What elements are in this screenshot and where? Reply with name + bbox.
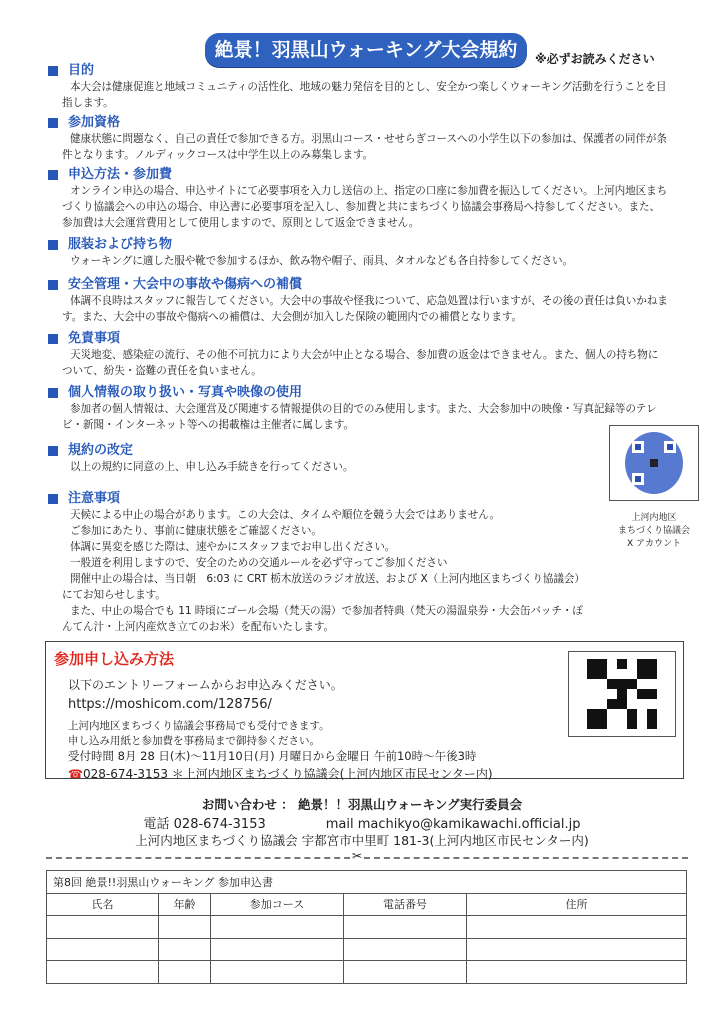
page-title: 絶景！羽黒山ウォーキング大会規約 <box>205 33 527 67</box>
x-account-caption <box>600 512 708 551</box>
caption-line: まちづくり協議会 <box>618 526 690 536</box>
office-note: 上河内地区まちづくり協議会事務局でも受付できます。 <box>68 720 330 732</box>
phone-icon: ☎ <box>68 767 83 781</box>
section-text: 以上の規約に同意の上、申し込み手続きを行ってください。 <box>70 461 354 473</box>
cell[interactable] <box>344 961 467 984</box>
bullet-square-icon <box>48 334 58 344</box>
section-text: 天候による中止の場合があります。この大会は、タイムや順位を競う大会ではありません。 <box>70 509 500 521</box>
cell[interactable] <box>47 938 159 961</box>
section-5 <box>48 330 668 379</box>
section-heading-text: 服装および持ち物 <box>68 237 173 252</box>
form-row <box>47 938 687 961</box>
bullet-square-icon <box>48 170 58 180</box>
x-account-qr-code <box>609 425 699 501</box>
cell[interactable] <box>344 938 467 961</box>
section-heading <box>48 330 668 347</box>
cell[interactable] <box>211 916 344 939</box>
cell[interactable] <box>47 961 159 984</box>
contact-phone: 電話 028-674-3153 <box>143 817 266 832</box>
form-title: 第8回 絶景!!羽黒山ウォーキング 参加申込書 <box>47 871 687 894</box>
section-heading <box>48 114 668 131</box>
cell[interactable] <box>467 961 687 984</box>
cell[interactable] <box>159 916 211 939</box>
bullet-square-icon <box>48 280 58 290</box>
section-heading-text: 目的 <box>68 63 95 78</box>
header-course: 参加コース <box>211 893 344 916</box>
header-name: 氏名 <box>47 893 159 916</box>
section-heading-text: 申込方法・参加費 <box>68 167 173 182</box>
section-heading <box>48 442 588 459</box>
header-age: 年齢 <box>159 893 211 916</box>
bullet-square-icon <box>48 388 58 398</box>
section-text: ウォーキングに適した服や靴で参加するほか、飲み物や帽子、雨具、タオルなども各自持参してください。 <box>70 255 573 267</box>
section-2 <box>48 166 668 231</box>
section-heading-text: 規約の改定 <box>68 443 134 458</box>
cell[interactable] <box>47 916 159 939</box>
section-8 <box>48 490 588 635</box>
section-heading-text: 参加資格 <box>68 115 121 130</box>
cell[interactable] <box>467 916 687 939</box>
application-instruction: 以下のエントリーフォームからお申込みください。 <box>68 678 343 692</box>
bullet-square-icon <box>48 494 58 504</box>
cell[interactable] <box>344 916 467 939</box>
application-form-table <box>46 870 687 984</box>
section-text: また、中止の場合でも 11 時頃にゴール会場（梵天の湯）で参加者特典（梵天の湯温泉券・大会缶バッチ・ぽんてん汁・上河内産炊き立てのお米）を配布いたします。 <box>62 605 583 633</box>
section-text: 本大会は健康促進と地域コミュニティの活性化、地域の魅力発信を目的とし、安全かつ楽しくウォーキング活動を行うことを目指します。 <box>62 81 667 109</box>
section-text: 健康状態に問題なく、自己の責任で参加できる方。羽黒山コース・せせらぎコースへの小学生以下の参加は、保護者の同伴が条件となります。ノルディックコースは中学生以上のみ募集します。 <box>62 133 667 161</box>
section-6 <box>48 384 668 433</box>
form-row <box>47 916 687 939</box>
caption-line: X アカウント <box>627 539 681 549</box>
bullet-square-icon <box>48 240 58 250</box>
entry-form-qr-code <box>568 651 676 737</box>
cut-line <box>46 857 688 859</box>
section-heading <box>48 236 668 253</box>
application-method-box <box>45 641 684 779</box>
section-0 <box>48 62 668 111</box>
section-heading-text: 安全管理・大会中の事故や傷病への補償 <box>68 277 303 292</box>
section-heading <box>48 166 668 183</box>
bullet-square-icon <box>48 66 58 76</box>
cell[interactable] <box>211 961 344 984</box>
application-title: 参加申し込み方法 <box>54 650 175 668</box>
header-address: 住所 <box>467 893 687 916</box>
bullet-square-icon <box>48 118 58 128</box>
application-phone: 028-674-3153 ＊上河内地区まちづくり協議会(上河内地区市民センター内) <box>82 767 493 781</box>
section-text: 一般道を利用しますので、安全のための交通ルールを必ず守ってご参加ください <box>70 557 448 569</box>
must-read-note: ※必ずお読みください <box>535 52 655 66</box>
cell[interactable] <box>159 961 211 984</box>
section-text: 体調に異変を感じた際は、速やかにスタッフまでお申し出ください。 <box>70 541 396 553</box>
section-heading <box>48 276 668 293</box>
contact-email[interactable]: mail machikyo@kamikawachi.official.jp <box>325 817 581 832</box>
section-text: 開催中止の場合は、当日朝 6:03 に CRT 栃木放送のラジオ放送、および X（上河内地区まちづくり協議会）にてお知らせします。 <box>62 573 585 601</box>
section-1 <box>48 114 668 163</box>
section-7 <box>48 442 588 475</box>
section-3 <box>48 236 668 269</box>
section-heading <box>48 62 668 79</box>
section-heading-text: 免責事項 <box>68 331 121 346</box>
section-text: 参加者の個人情報は、大会運営及び関連する情報提供の目的でのみ使用します。また、大会参加中の映像・写真記録等のテレビ・新聞・インターネット等への掲載権は主催者に属します。 <box>62 403 657 431</box>
cell[interactable] <box>467 938 687 961</box>
reception-hours: 受付時間 8月 28 日(木)～11月10日(月) 月曜日から金曜日 午前10時～午後3時 <box>68 749 477 763</box>
cell[interactable] <box>211 938 344 961</box>
cell[interactable] <box>159 938 211 961</box>
contact-heading: お問い合わせ ： 絶景！！羽黒山ウォーキング実行委員会 <box>201 797 523 812</box>
section-heading <box>48 490 588 507</box>
section-heading-text: 注意事項 <box>68 491 121 506</box>
header-phone: 電話番号 <box>344 893 467 916</box>
section-text: 天災地変、感染症の流行、その他不可抗力により大会が中止となる場合、参加費の返金はできません。また、個人の持ち物について、紛失・盗難の責任を負いません。 <box>62 349 659 377</box>
section-heading <box>48 384 668 401</box>
entry-form-link[interactable]: https://moshicom.com/128756/ <box>68 697 272 712</box>
scissors-icon: ✂ <box>352 849 363 863</box>
section-heading-text: 個人情報の取り扱い・写真や映像の使用 <box>68 385 303 400</box>
form-row <box>47 961 687 984</box>
contact-address: 上河内地区まちづくり協議会 宇都宮市中里町 181-3(上河内地区市民センター内) <box>135 833 589 848</box>
caption-line: 上河内地区 <box>631 513 677 523</box>
office-note-2: 申し込み用紙と参加費を事務局まで御持参ください。 <box>68 735 320 747</box>
section-text: ご参加にあたり、事前に健康状態をご確認ください。 <box>70 525 322 537</box>
section-text: オンライン申込の場合、申込サイトにて必要事項を入力し送信の上、指定の口座に参加費を振込してください。上河内地区まちづくり協議会への申込の場合、申込書に必要事項を記入し、参加費と共にまちづくり協議会事務局へ持参してください。また、参加費は大会運営費用として使用しますので、原則として返金できません。 <box>62 185 668 229</box>
section-4 <box>48 276 668 325</box>
bullet-square-icon <box>48 446 58 456</box>
section-text: 体調不良時はスタッフに報告してください。大会中の事故や怪我について、応急処置は行いますが、その後の責任は負いかねます。また、大会中の事故や傷病への補償は、大会側が加入した保険の範囲内での補償となります。 <box>62 295 668 323</box>
